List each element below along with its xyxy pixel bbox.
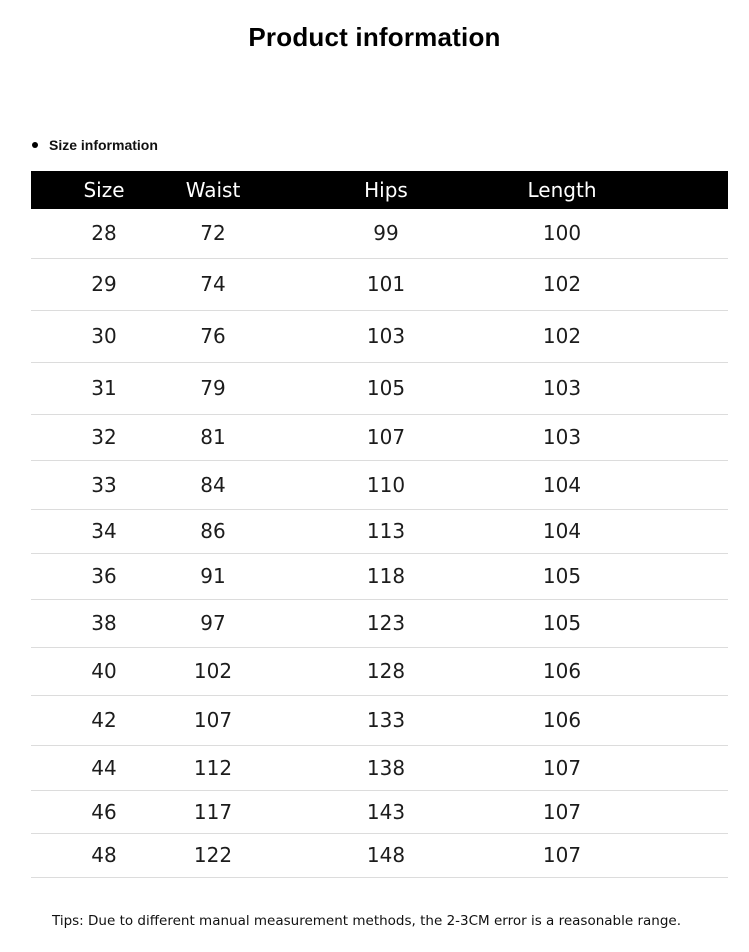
cell-size: 44	[91, 756, 117, 780]
cell-length: 107	[542, 843, 582, 867]
cell-length: 102	[542, 324, 582, 348]
cell-hips: 123	[366, 611, 406, 635]
page-title: Product information	[248, 22, 501, 52]
cell-size: 40	[91, 659, 117, 683]
size-table	[31, 171, 728, 867]
header-size: Size	[83, 178, 125, 202]
bullet-icon	[32, 142, 38, 148]
cell-length: 104	[542, 519, 582, 543]
tips-note: Tips: Due to different manual measurement methods, the 2-3CM error is a reasonable range.	[52, 913, 682, 929]
cell-length: 103	[542, 376, 582, 400]
cell-waist: 86	[200, 519, 226, 543]
table-row	[31, 363, 728, 415]
table-row	[31, 554, 728, 600]
cell-hips: 143	[366, 800, 406, 824]
section-label: Size information	[49, 137, 158, 153]
cell-hips: 118	[366, 564, 406, 588]
cell-size: 48	[91, 843, 117, 867]
cell-size: 28	[91, 221, 117, 245]
cell-size: 30	[91, 324, 117, 348]
cell-hips: 107	[366, 425, 406, 449]
table-row	[31, 510, 728, 554]
cell-length: 107	[542, 756, 582, 780]
cell-size: 38	[91, 611, 117, 635]
cell-waist: 107	[193, 708, 233, 732]
cell-hips: 113	[366, 519, 406, 543]
cell-length: 103	[542, 425, 582, 449]
header-hips: Hips	[364, 178, 408, 202]
cell-hips: 133	[366, 708, 406, 732]
cell-length: 105	[542, 611, 582, 635]
cell-hips: 101	[366, 272, 406, 296]
table-row	[31, 791, 728, 834]
cell-size: 33	[91, 473, 117, 497]
table-row	[31, 746, 728, 791]
cell-size: 36	[91, 564, 117, 588]
cell-hips: 138	[366, 756, 406, 780]
header-length: Length	[527, 178, 597, 202]
cell-length: 106	[542, 708, 582, 732]
cell-waist: 72	[200, 221, 226, 245]
cell-hips: 110	[366, 473, 406, 497]
cell-length: 107	[542, 800, 582, 824]
cell-hips: 148	[366, 843, 406, 867]
cell-size: 34	[91, 519, 117, 543]
table-row	[31, 311, 728, 363]
cell-waist: 76	[200, 324, 226, 348]
table-row	[31, 209, 728, 259]
table-row	[31, 696, 728, 746]
table-header	[31, 171, 728, 209]
cell-length: 100	[542, 221, 582, 245]
cell-hips: 99	[373, 221, 399, 245]
section-heading	[32, 137, 158, 153]
cell-length: 102	[542, 272, 582, 296]
cell-size: 46	[91, 800, 117, 824]
cell-length: 106	[542, 659, 582, 683]
table-row	[31, 259, 728, 311]
header-waist: Waist	[185, 178, 241, 202]
cell-hips: 103	[366, 324, 406, 348]
cell-waist: 112	[193, 756, 233, 780]
cell-hips: 105	[366, 376, 406, 400]
cell-size: 42	[91, 708, 117, 732]
cell-size: 31	[91, 376, 117, 400]
cell-waist: 81	[200, 425, 226, 449]
table-row	[31, 834, 728, 878]
cell-waist: 84	[200, 473, 226, 497]
cell-waist: 74	[200, 272, 226, 296]
cell-length: 105	[542, 564, 582, 588]
table-row	[31, 648, 728, 696]
cell-waist: 97	[200, 611, 226, 635]
cell-waist: 79	[200, 376, 226, 400]
table-row	[31, 415, 728, 461]
cell-waist: 91	[200, 564, 226, 588]
cell-length: 104	[542, 473, 582, 497]
table-row	[31, 600, 728, 648]
table-row	[31, 461, 728, 510]
cell-waist: 117	[193, 800, 233, 824]
cell-hips: 128	[366, 659, 406, 683]
cell-size: 32	[91, 425, 117, 449]
cell-waist: 122	[193, 843, 233, 867]
cell-size: 29	[91, 272, 117, 296]
cell-waist: 102	[193, 659, 233, 683]
